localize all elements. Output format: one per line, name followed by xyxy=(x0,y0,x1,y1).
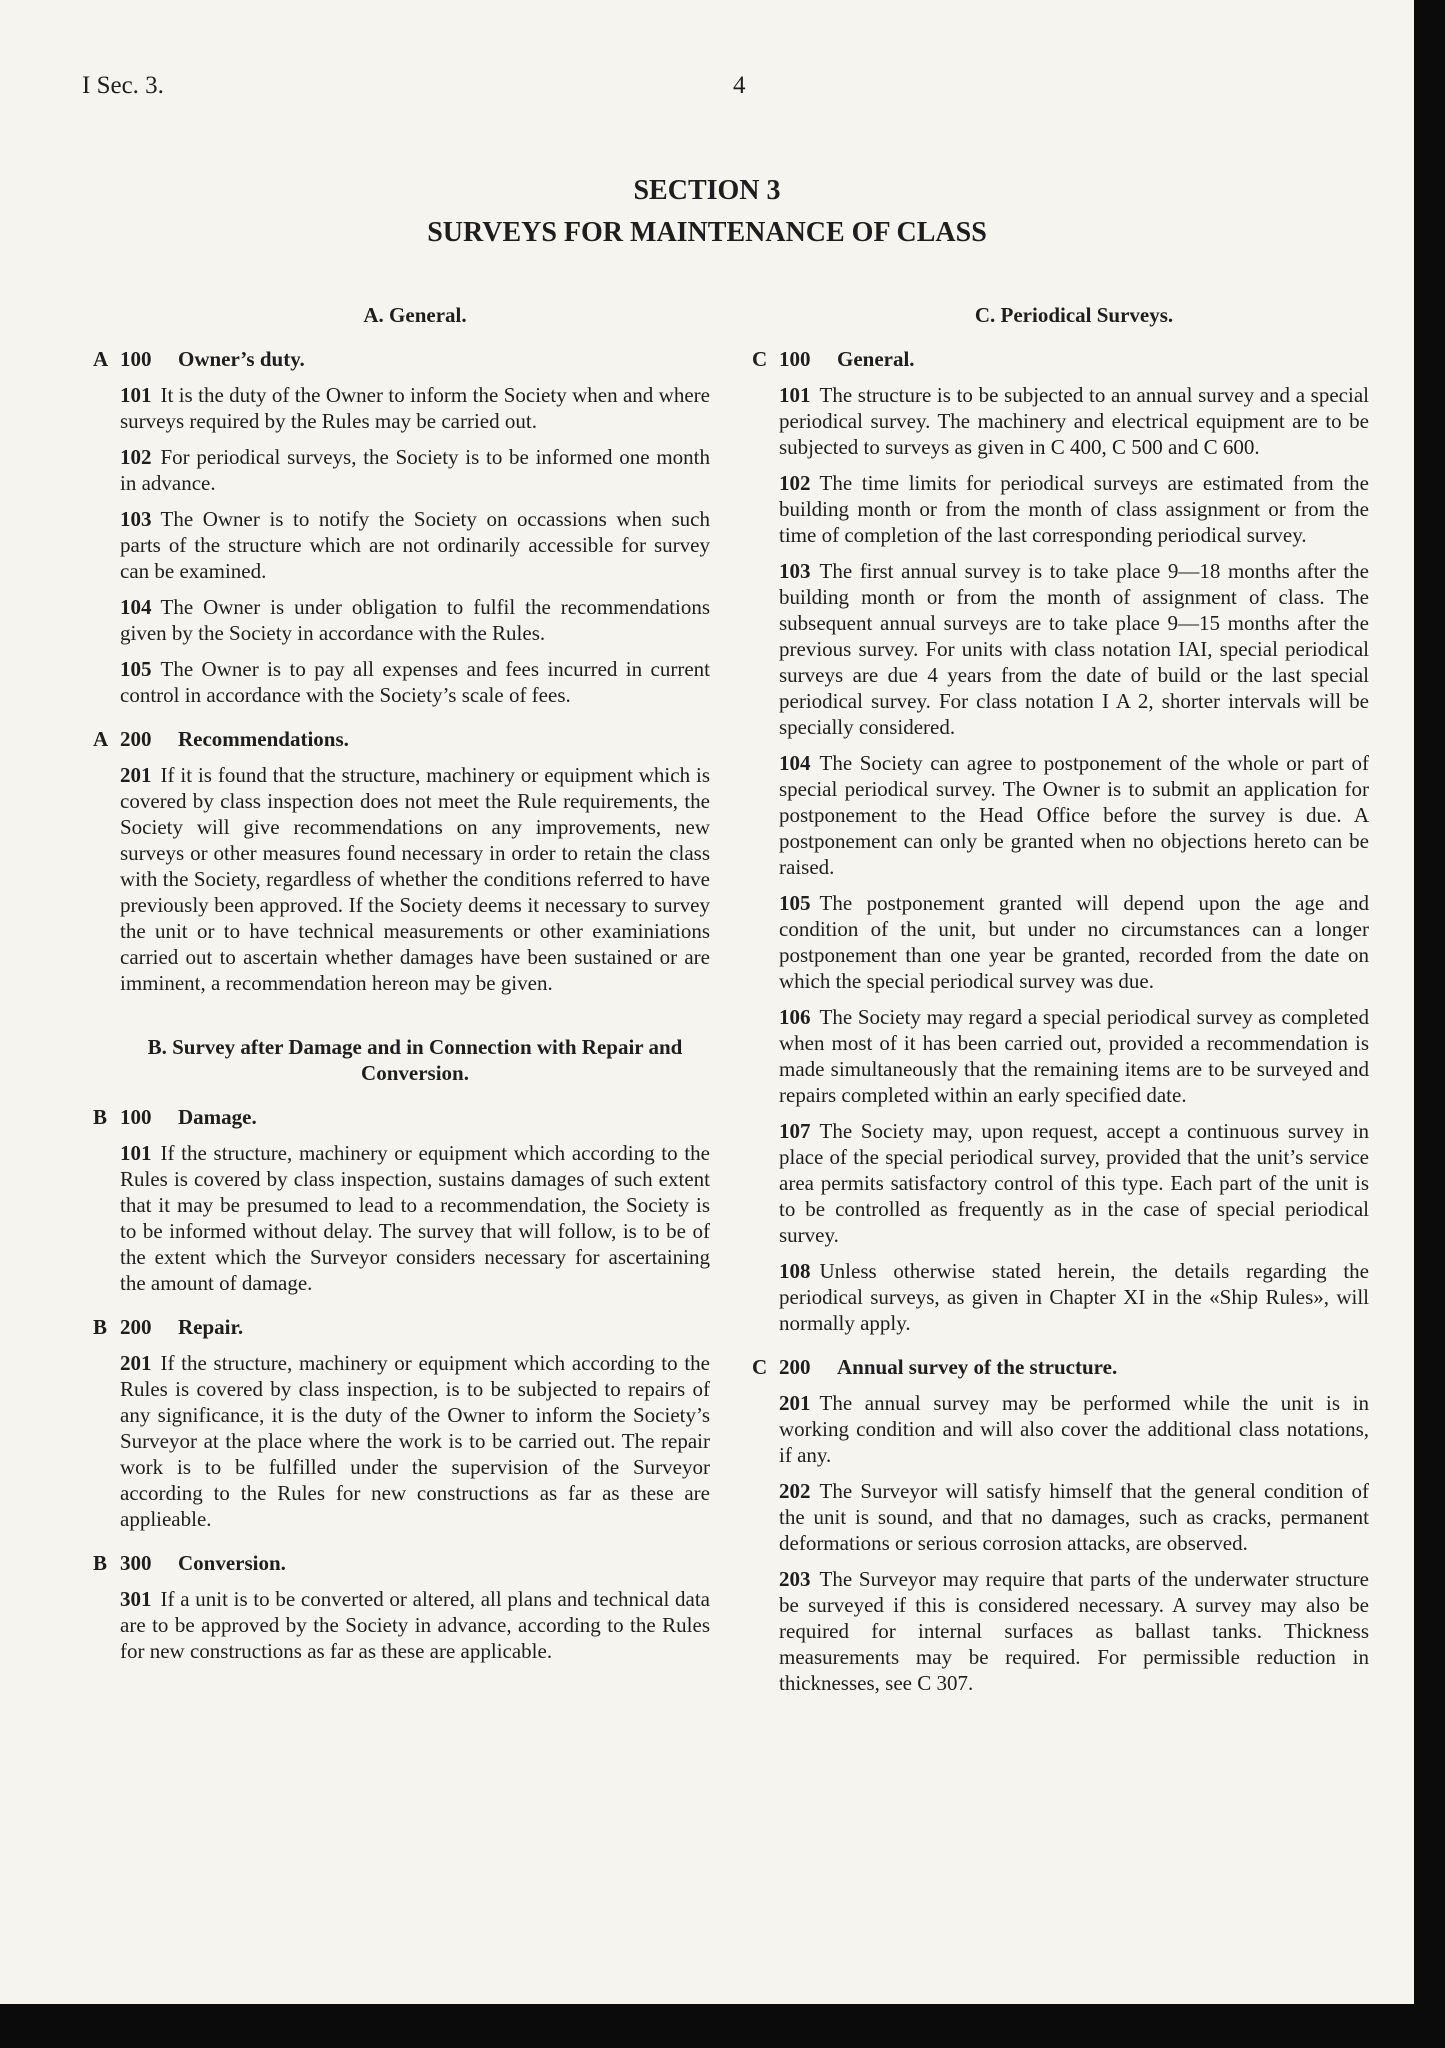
group-number: 200 xyxy=(120,1315,152,1339)
group-b200 xyxy=(93,1314,710,1532)
paragraph-number: 102 xyxy=(120,445,152,469)
group-letter: C xyxy=(752,1355,768,1379)
rule-paragraph xyxy=(779,1566,1369,1696)
paragraph-number: 203 xyxy=(779,1567,811,1591)
section-reference: I Sec. 3. xyxy=(82,72,164,99)
group-title: Owner’s duty. xyxy=(178,347,305,371)
paragraph-text: For periodical surveys, the Society is to be informed one month in advance. xyxy=(120,445,710,495)
paragraph-text: The Surveyor will satisfy himself that the general condition of the unit is sound, and that no damages, such as cracks, permanent deformations or serious corrosion attacks, are observed. xyxy=(779,1479,1369,1555)
rule-paragraph xyxy=(779,1258,1369,1336)
group-heading xyxy=(93,1104,710,1130)
subsection-heading-a: A. General. xyxy=(363,303,467,327)
paragraph-text: If the structure, machinery or equipment which according to the Rules is covered by class inspection, is to be subjected to repairs of any significance, it is the duty of the Owner to inform the Society’s Surveyor at the place where the work is to be carried out. The repair work is to be fulfilled under the supervision of the Surveyor according to the Rules for new constructions as far as these are applieable. xyxy=(120,1351,710,1531)
group-a100 xyxy=(93,346,710,708)
group-number: 100 xyxy=(120,1105,152,1129)
paragraph-number: 301 xyxy=(120,1587,152,1611)
rule-paragraph xyxy=(120,762,710,996)
group-letter: C xyxy=(752,347,768,371)
paragraph-number: 105 xyxy=(120,657,152,681)
group-heading xyxy=(93,1314,710,1340)
group-number: 100 xyxy=(779,347,811,371)
section-title xyxy=(0,170,1414,254)
subsection-heading-c: C. Periodical Surveys. xyxy=(974,303,1174,327)
rule-paragraph xyxy=(120,1140,710,1296)
paragraph-text: The time limits for periodical surveys are estimated from the building month or from the month of class assignment or from the time of completion of the last corresponding periodical survey. xyxy=(779,471,1369,547)
paragraph-number: 108 xyxy=(779,1259,811,1283)
rule-paragraph xyxy=(120,444,710,496)
group-letter: B xyxy=(93,1315,108,1339)
paragraph-text: If the structure, machinery or equipment which according to the Rules is covered by class inspection, sustains damages of such extent that it may be presumed to lead to a recommendation, the Society is to be informed without delay. The survey that will follow, is to be of the extent which the Surveyor considers necessary for ascertaining the amount of damage. xyxy=(120,1141,710,1295)
group-number: 200 xyxy=(120,727,152,751)
paragraph-number: 101 xyxy=(120,1141,152,1165)
group-letter: B xyxy=(93,1551,108,1575)
group-a200 xyxy=(93,726,710,996)
group-heading xyxy=(93,1550,710,1576)
group-title: Recommendations. xyxy=(178,727,349,751)
paragraph-text: If it is found that the structure, machinery or equipment which is covered by class inspection does not meet the Rule requirements, the Society will give recommendations on any improvements, new surveys or other measures found necessary in order to retain the class with the Society, regardless of whether the conditions referred to have previously been approved. If the Society deems it necessary to survey the unit or to have technical measurements or other examiniations carried out to ascertain whether damages have been sustained or are imminent, a recommendation hereon may be given. xyxy=(120,763,710,995)
paragraph-text: Unless otherwise stated herein, the details regarding the periodical surveys, as given in Chapter XI in the «Ship Rules», will normally apply. xyxy=(779,1259,1369,1335)
rule-paragraph xyxy=(120,656,710,708)
paragraph-number: 201 xyxy=(120,1351,152,1375)
paragraph-number: 202 xyxy=(779,1479,811,1503)
paragraph-text: The annual survey may be performed while the unit is in working condition and will also cover the additional class notations, if any. xyxy=(779,1391,1369,1467)
rule-paragraph xyxy=(120,594,710,646)
section-title-line-1: SECTION 3 xyxy=(633,175,781,206)
paragraph-number: 201 xyxy=(779,1391,811,1415)
paragraph-number: 107 xyxy=(779,1119,811,1143)
paragraph-text: The Owner is to pay all expenses and fees incurred in current control in accordance with the Society’s scale of fees. xyxy=(120,657,710,707)
rule-paragraph xyxy=(779,558,1369,740)
paragraph-text: If a unit is to be converted or altered, all plans and technical data are to be approved by the Society in advance, according to the Rules for new constructions as far as these are applicable. xyxy=(120,1587,710,1663)
rule-paragraph xyxy=(779,382,1369,460)
rule-paragraph xyxy=(779,1478,1369,1556)
group-heading xyxy=(93,346,710,372)
paragraph-text: The Owner is under obligation to fulfil the recommendations given by the Society in accordance with the Rules. xyxy=(120,595,710,645)
paragraph-number: 106 xyxy=(779,1005,811,1029)
paragraph-text: The structure is to be subjected to an annual survey and a special periodical survey. The machinery and electrical equipment are to be subjected to surveys as given in C 400, C 500 and C 600. xyxy=(779,383,1369,459)
paragraph-number: 102 xyxy=(779,471,811,495)
paragraph-number: 104 xyxy=(779,751,811,775)
group-letter: B xyxy=(93,1105,108,1129)
paragraph-text: It is the duty of the Owner to inform the Society when and where surveys required by the Rules may be carried out. xyxy=(120,383,710,433)
paragraph-text: The Society may, upon request, accept a continuous survey in place of the special periodical survey, provided that the unit’s service area permits satisfactory control of this type. Each part of the unit is to be controlled as frequently as in the case of special periodical survey. xyxy=(779,1119,1369,1247)
paragraph-text: The Society can agree to postponement of the whole or part of special periodical survey. The Owner is to submit an application for postponement to the Head Office before the survey is due. A postponement can only be granted when no objections hereto can be raised. xyxy=(779,751,1369,879)
rule-paragraph xyxy=(779,890,1369,994)
paragraph-number: 104 xyxy=(120,595,152,619)
group-title: Annual survey of the structure. xyxy=(837,1355,1118,1379)
group-title: Conversion. xyxy=(178,1551,286,1575)
group-number: 300 xyxy=(120,1551,152,1575)
page-number: 4 xyxy=(733,72,746,99)
group-b300 xyxy=(93,1550,710,1664)
group-heading xyxy=(752,1354,1369,1380)
paragraph-number: 105 xyxy=(779,891,811,915)
paragraph-number: 101 xyxy=(120,383,152,407)
paragraph-text: The postponement granted will depend upon the age and condition of the unit, but under no circumstances can a longer postponement than one year be granted, recorded from the date on which the special periodical survey was due. xyxy=(779,891,1369,993)
group-title: Repair. xyxy=(178,1315,244,1339)
group-title: General. xyxy=(837,347,915,371)
rule-paragraph xyxy=(779,1390,1369,1468)
paragraph-text: The Surveyor may require that parts of the underwater structure be surveyed if this is considered necessary. A survey may also be required for internal surfaces as ballast tanks. Thickness measurements may be required. For permissible reduction in thicknesses, see C 307. xyxy=(779,1567,1369,1695)
rule-paragraph xyxy=(120,1586,710,1664)
rule-paragraph xyxy=(779,1118,1369,1248)
group-c200 xyxy=(752,1354,1369,1696)
subsection-heading-b: B. Survey after Damage and in Connection with Repair and Conversion. xyxy=(147,1035,683,1085)
group-letter: A xyxy=(93,347,109,371)
group-number: 200 xyxy=(779,1355,811,1379)
group-letter: A xyxy=(93,727,109,751)
rule-paragraph xyxy=(779,1004,1369,1108)
rule-paragraph xyxy=(779,750,1369,880)
group-heading xyxy=(752,346,1369,372)
section-title-line-2: SURVEYS FOR MAINTENANCE OF CLASS xyxy=(427,217,987,248)
paragraph-text: The Society may regard a special periodical survey as completed when most of it has been carried out, provided a recommendation is made simultaneously that the remaining items are to be surveyed and repairs completed within an early specified date. xyxy=(779,1005,1369,1107)
paragraph-number: 201 xyxy=(120,763,152,787)
paragraph-number: 103 xyxy=(120,507,152,531)
left-column xyxy=(93,302,710,1674)
group-heading xyxy=(93,726,710,752)
paragraph-number: 101 xyxy=(779,383,811,407)
rule-paragraph xyxy=(779,470,1369,548)
group-title: Damage. xyxy=(178,1105,257,1129)
group-number: 100 xyxy=(120,347,152,371)
group-c100 xyxy=(752,346,1369,1336)
rule-paragraph xyxy=(120,382,710,434)
group-b100 xyxy=(93,1104,710,1296)
running-header xyxy=(82,72,1332,104)
rule-paragraph xyxy=(120,1350,710,1532)
right-column xyxy=(752,302,1369,1706)
paragraph-text: The Owner is to notify the Society on occassions when such parts of the structure which are not ordinarily accessible for survey can be examined. xyxy=(120,507,710,583)
paragraph-number: 103 xyxy=(779,559,811,583)
paragraph-text: The first annual survey is to take place 9—18 months after the building month or from the month of assignment of class. The subsequent annual surveys are to take place 9—15 months after the previous survey. For units with class notation IAI, special periodical surveys are due 4 years from the date of build or the last special periodical survey. For class notation I A 2, shorter intervals will be specially considered. xyxy=(779,559,1369,739)
rule-paragraph xyxy=(120,506,710,584)
